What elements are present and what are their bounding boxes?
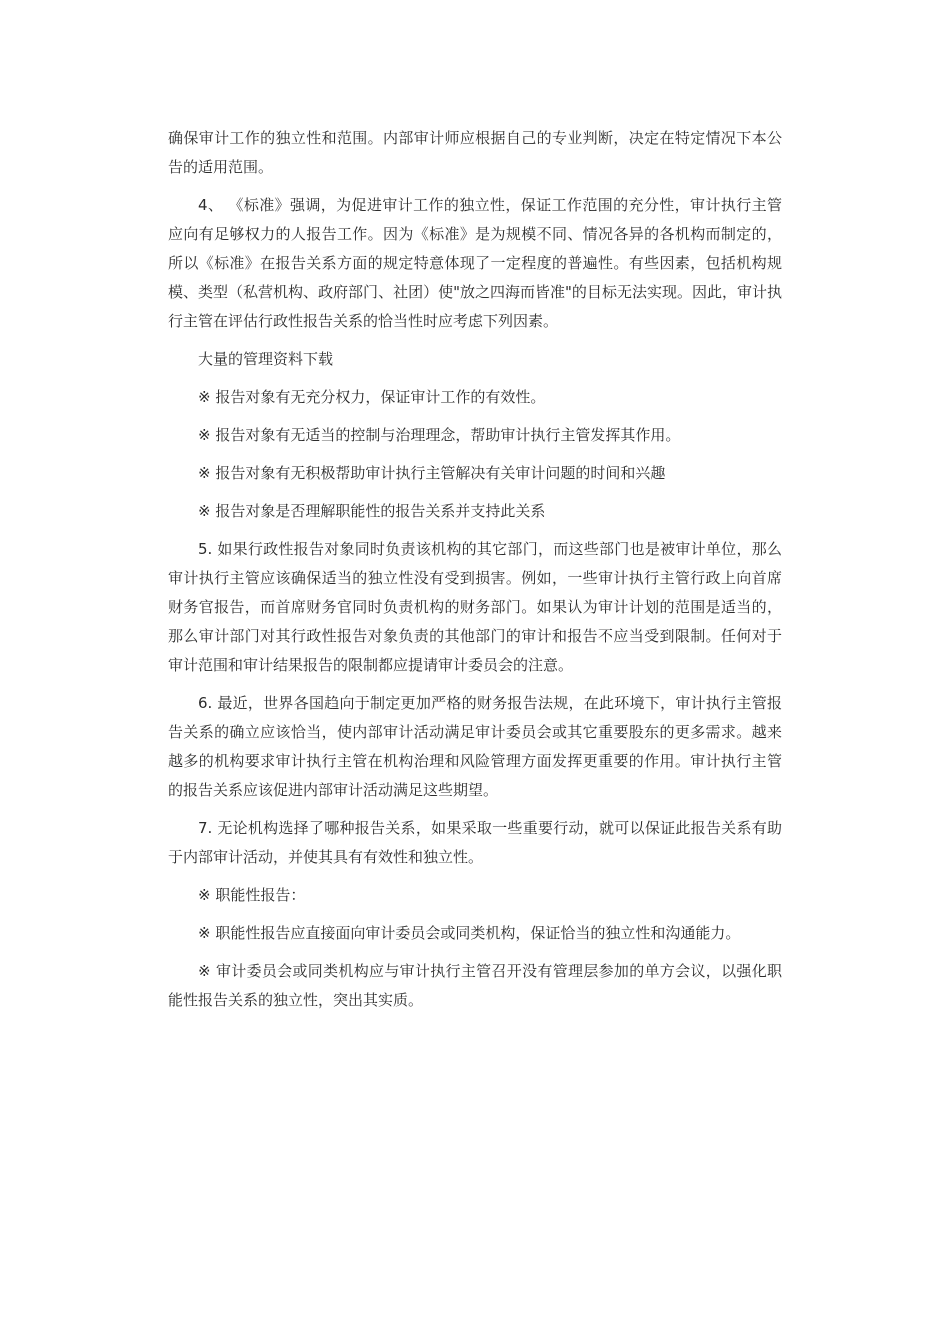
document-body — [168, 124, 782, 1015]
paragraph-item-4: 4、 《标准》强调，为促进审计工作的独立性，保证工作范围的充分性，审计执行主管应向有足够权力的人报告工作。因为《标准》是为规模不同、情况各异的各机构而制定的，所以《标准》在报告关系方面的规定特意体现了一定程度的普遍性。有些因素，包括机构规模、类型（私营机构、政府部门、社团）使"放之四海而皆准"的目标无法实现。因此，审计执行主管在评估行政性报告关系的恰当性时应考虑下列因素。 — [168, 196, 782, 330]
bullet-authority: ※ 报告对象有无充分权力，保证审计工作的有效性。 — [198, 388, 546, 406]
bullet-control-philosophy: ※ 报告对象有无适当的控制与治理理念，帮助审计执行主管发挥其作用。 — [198, 426, 681, 444]
paragraph-item-7: 7. 无论机构选择了哪种报告关系，如果采取一些重要行动，就可以保证此报告关系有助于内部审计活动，并使其具有有效性和独立性。 — [168, 819, 782, 866]
paragraph-scope-continuation: 确保审计工作的独立性和范围。内部审计师应根据自己的专业判断，决定在特定情况下本公告的适用范围。 — [168, 129, 782, 176]
bullet-direct-to-committee: ※ 职能性报告应直接面向审计委员会或同类机构，保证恰当的独立性和沟通能力。 — [198, 924, 741, 942]
paragraph-item-6: 6. 最近，世界各国趋向于制定更加严格的财务报告法规，在此环境下，审计执行主管报告关系的确立应该恰当，使内部审计活动满足审计委员会或其它重要股东的更多需求。越来越多的机构要求审计执行主管在机构治理和风险管理方面发挥更重要的作用。审计执行主管的报告关系应该促进内部审计活动满足这些期望。 — [168, 694, 782, 799]
paragraph-item-5: 5. 如果行政性报告对象同时负责该机构的其它部门，而这些部门也是被审计单位，那么审计执行主管应该确保适当的独立性没有受到损害。例如，一些审计执行主管行政上向首席财务官报告，而首席财务官同时负责机构的财务部门。如果认为审计计划的范围是适当的，那么审计部门对其行政性报告对象负责的其他部门的审计和报告不应当受到限制。任何对于审计范围和审计结果报告的限制都应提请审计委员会的注意。 — [168, 540, 782, 674]
bullet-functional-reporting-heading: ※ 职能性报告： — [198, 886, 306, 904]
bullet-understanding: ※ 报告对象是否理解职能性的报告关系并支持此关系 — [198, 502, 546, 520]
bullet-private-sessions: ※ 审计委员会或同类机构应与审计执行主管召开没有管理层参加的单方会议，以强化职能性报告关系的独立性，突出其实质。 — [168, 962, 782, 1009]
paragraph-download-note: 大量的管理资料下载 — [198, 350, 334, 368]
bullet-time-interest: ※ 报告对象有无积极帮助审计执行主管解决有关审计问题的时间和兴趣 — [198, 464, 666, 482]
